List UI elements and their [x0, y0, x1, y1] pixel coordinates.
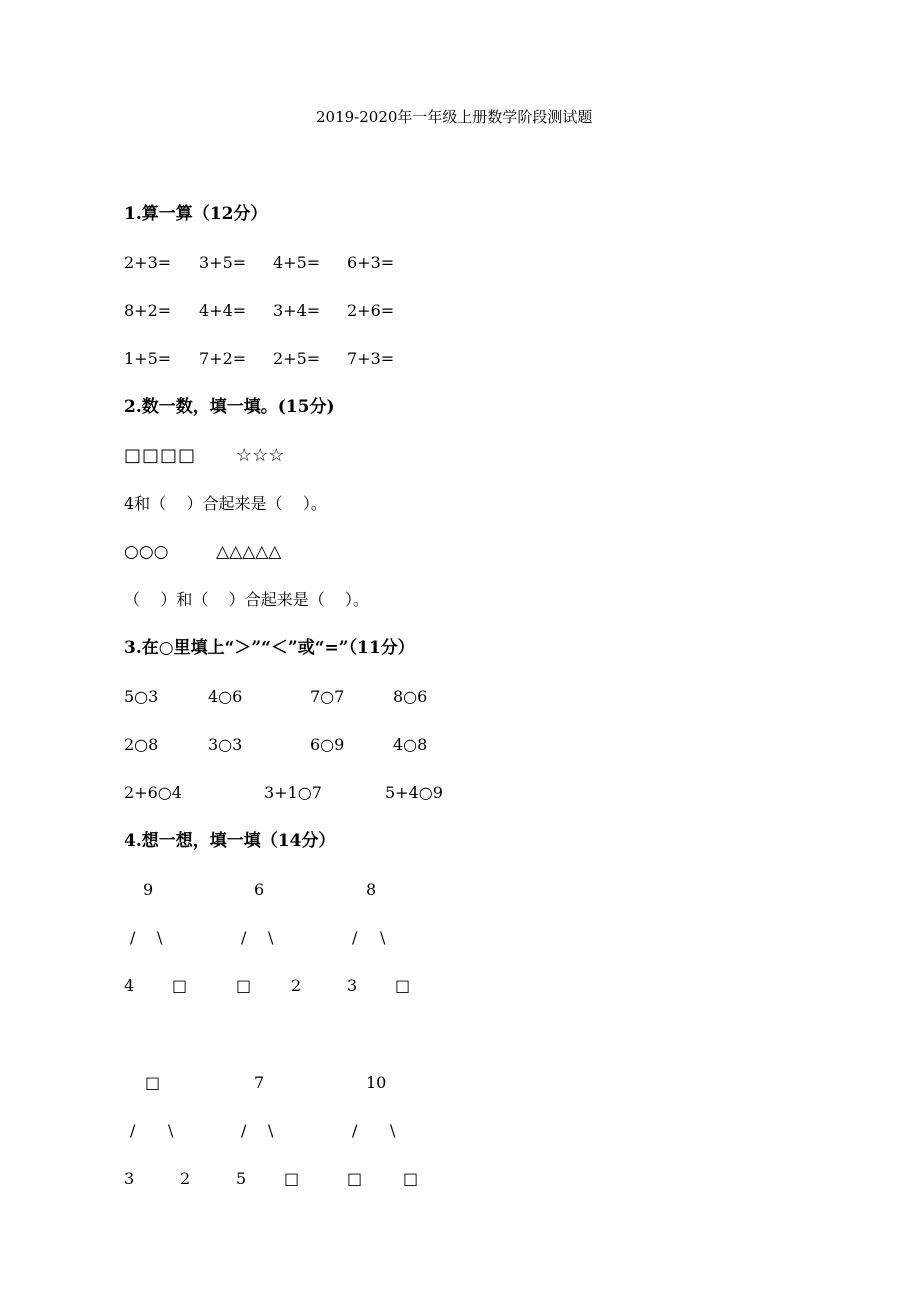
page-title: 2019-2020年一年级上册数学阶段测试题 — [316, 108, 593, 126]
q3-item: 3○3 — [208, 735, 243, 754]
q3-item: 2○8 — [124, 735, 159, 754]
q2-circles: ○○○ — [124, 542, 169, 562]
q1-item: 3+4= — [273, 301, 321, 320]
q2-squares: □□□□ — [124, 445, 197, 466]
q4-top-number: 10 — [366, 1073, 387, 1092]
q4-heading: 4.想一想，填一填（14分） — [124, 831, 336, 851]
q4-bottom-number: 3 — [124, 1169, 135, 1188]
q1-item: 7+2= — [199, 349, 247, 368]
q1-item: 2+3= — [124, 253, 172, 272]
q2-sentence-1: 4和（ ）合起来是（ ）。 — [124, 494, 327, 513]
q4-branch-right: \ — [268, 928, 274, 947]
q4-branch-right: \ — [380, 928, 386, 947]
q4-answer-box: □ — [172, 976, 188, 995]
q4-answer-box: □ — [395, 976, 411, 995]
q4-branch-left: / — [352, 1121, 358, 1140]
q1-item: 4+4= — [199, 301, 247, 320]
q3-item: 6○9 — [310, 735, 345, 754]
q2-sentence-2: （ ）和（ ）合起来是（ ）。 — [124, 590, 370, 609]
q4-bottom-number: 2 — [180, 1169, 191, 1188]
q2-triangles: △△△△△ — [216, 542, 282, 562]
q3-item: 7○7 — [310, 687, 345, 706]
q4-branch-left: / — [241, 928, 247, 947]
q4-top-number: 6 — [254, 880, 265, 899]
q1-item: 4+5= — [273, 253, 321, 272]
q4-bottom-number: 2 — [291, 976, 302, 995]
q4-top-number: 8 — [366, 880, 377, 899]
q4-answer-box: □ — [347, 1169, 363, 1188]
q4-bottom-number: 3 — [347, 976, 358, 995]
q1-item: 6+3= — [347, 253, 395, 272]
q1-item: 1+5= — [124, 349, 172, 368]
q3-item: 8○6 — [393, 687, 428, 706]
q3-item: 5○3 — [124, 687, 159, 706]
q2-stars: ☆☆☆ — [236, 445, 285, 466]
q3-item: 3+1○7 — [264, 783, 322, 802]
q4-branch-left: / — [352, 928, 358, 947]
q4-branch-right: \ — [168, 1121, 174, 1140]
q3-item: 4○6 — [208, 687, 243, 706]
q1-item: 8+2= — [124, 301, 172, 320]
q4-branch-left: / — [130, 1121, 136, 1140]
q1-item: 2+5= — [273, 349, 321, 368]
q4-branch-right: \ — [268, 1121, 274, 1140]
q4-top-number: 9 — [143, 880, 154, 899]
q4-branch-right: \ — [390, 1121, 396, 1140]
q4-answer-box: □ — [403, 1169, 419, 1188]
q1-item: 7+3= — [347, 349, 395, 368]
q4-branch-right: \ — [157, 928, 163, 947]
q4-answer-box: □ — [236, 976, 252, 995]
q3-item: 4○8 — [393, 735, 428, 754]
q4-branch-left: / — [130, 928, 136, 947]
q1-item: 3+5= — [199, 253, 247, 272]
q3-item: 5+4○9 — [385, 783, 443, 802]
q4-bottom-number: 5 — [236, 1169, 247, 1188]
q1-item: 2+6= — [347, 301, 395, 320]
q4-bottom-number: 4 — [124, 976, 135, 995]
q4-answer-box: □ — [284, 1169, 300, 1188]
q4-branch-left: / — [241, 1121, 247, 1140]
q4-top-number: 7 — [254, 1073, 265, 1092]
q1-heading: 1.算一算（12分） — [124, 204, 268, 224]
q3-item: 2+6○4 — [124, 783, 182, 802]
q2-heading: 2.数一数，填一填。(15分) — [124, 397, 335, 417]
q4-answer-box: □ — [145, 1073, 161, 1092]
q3-heading: 3.在○里填上“＞”“＜”或“=”（11分） — [124, 638, 415, 658]
